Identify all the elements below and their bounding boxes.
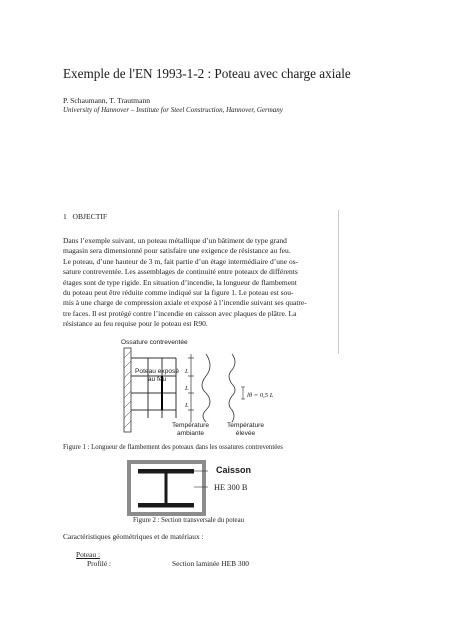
profile-label: Profilé : — [87, 559, 112, 568]
label-elevated-line1: Température — [227, 422, 265, 429]
poteau-heading: Poteau : — [76, 550, 101, 559]
wall-hatching — [124, 351, 131, 428]
bracing-wall — [124, 348, 131, 432]
paragraph-line: tre faces. Il est protégé contre l’incendie en caisson avec plaques de plâtre. La — [63, 308, 297, 318]
paragraph-line: Le poteau, d’une hauteur de 3 m, fait partie d’un étage intermédiaire d’une os- — [63, 256, 299, 266]
label-buckling-length: lθ = 0,5 L — [247, 392, 274, 399]
label-braced-frame: Ossature contreventée — [121, 339, 188, 346]
ambient-buckling-curve — [202, 354, 210, 422]
paragraph-line: étages sont de type rigide. En situation d’incendie, la longueur de flambement — [63, 277, 297, 287]
paragraph-line: mis à une charge de compression axiale et exposé à l’incendie suivant ses quatre- — [63, 298, 307, 308]
label-exposed-column — [135, 368, 179, 384]
objective-paragraph — [63, 236, 326, 330]
label-elevated-temperature — [227, 422, 264, 438]
elevated-buckling-curve — [229, 354, 235, 422]
paragraph-line: du poteau peut être réduite comme indiqué sur la figure 1. Le poteau est sou- — [63, 288, 294, 298]
figure-1-caption: Figure 1 : Longueur de flambement des poteaux dans les ossatures contreventées — [63, 444, 283, 451]
profile-value: Section laminée HEB 300 — [172, 559, 249, 568]
section-heading — [63, 212, 107, 221]
paragraph-line: Dans l’exemple suivant, un poteau métallique d’un bâtiment de type grand — [63, 236, 287, 245]
label-ambient-line2: ambiante — [176, 430, 205, 437]
characteristics-heading: Caractéristiques géométriques et de matériaux : — [63, 532, 204, 541]
figure-1-buckling-diagram — [110, 336, 330, 444]
dimension-marker — [241, 387, 245, 399]
section-number: 1 — [63, 212, 67, 221]
figure-2-caption: Figure 2 : Section transversale du poteau — [133, 517, 244, 524]
paragraph-line: résistance au feu requise pour le poteau est R90. — [63, 319, 208, 329]
section-title: OBJECTIF — [72, 212, 108, 221]
label-L-3: L — [185, 402, 189, 409]
frame-beams — [131, 358, 176, 410]
label-L-2: L — [185, 385, 189, 392]
affiliation: University of Hannover – Institute for Steel Construction, Hannover, Germany — [63, 106, 283, 114]
label-section: HE 300 B — [214, 483, 248, 492]
label-caisson: Caisson — [216, 465, 252, 475]
label-ambient-temperature — [172, 422, 209, 438]
label-exposed-column-line1: Poteau exposé — [135, 368, 179, 375]
paragraph-line: magasin sera dimensionné pour satisfaire une exigence de résistance au feu. — [63, 246, 291, 256]
authors: P. Schaumann, T. Trautmann — [63, 96, 151, 105]
label-elevated-line2: élevée — [235, 430, 256, 437]
label-exposed-column-line2: au feu — [147, 376, 167, 383]
label-ambient-line1: Température — [172, 422, 210, 429]
page-title: Exemple de l'EN 1993-1-2 : Poteau avec charge axiale — [63, 66, 351, 81]
paragraph-line: sature contreventée. Les assemblages de continuité entre poteaux de différents — [63, 267, 298, 277]
label-L-1: L — [185, 368, 189, 375]
margin-rule — [338, 210, 339, 354]
